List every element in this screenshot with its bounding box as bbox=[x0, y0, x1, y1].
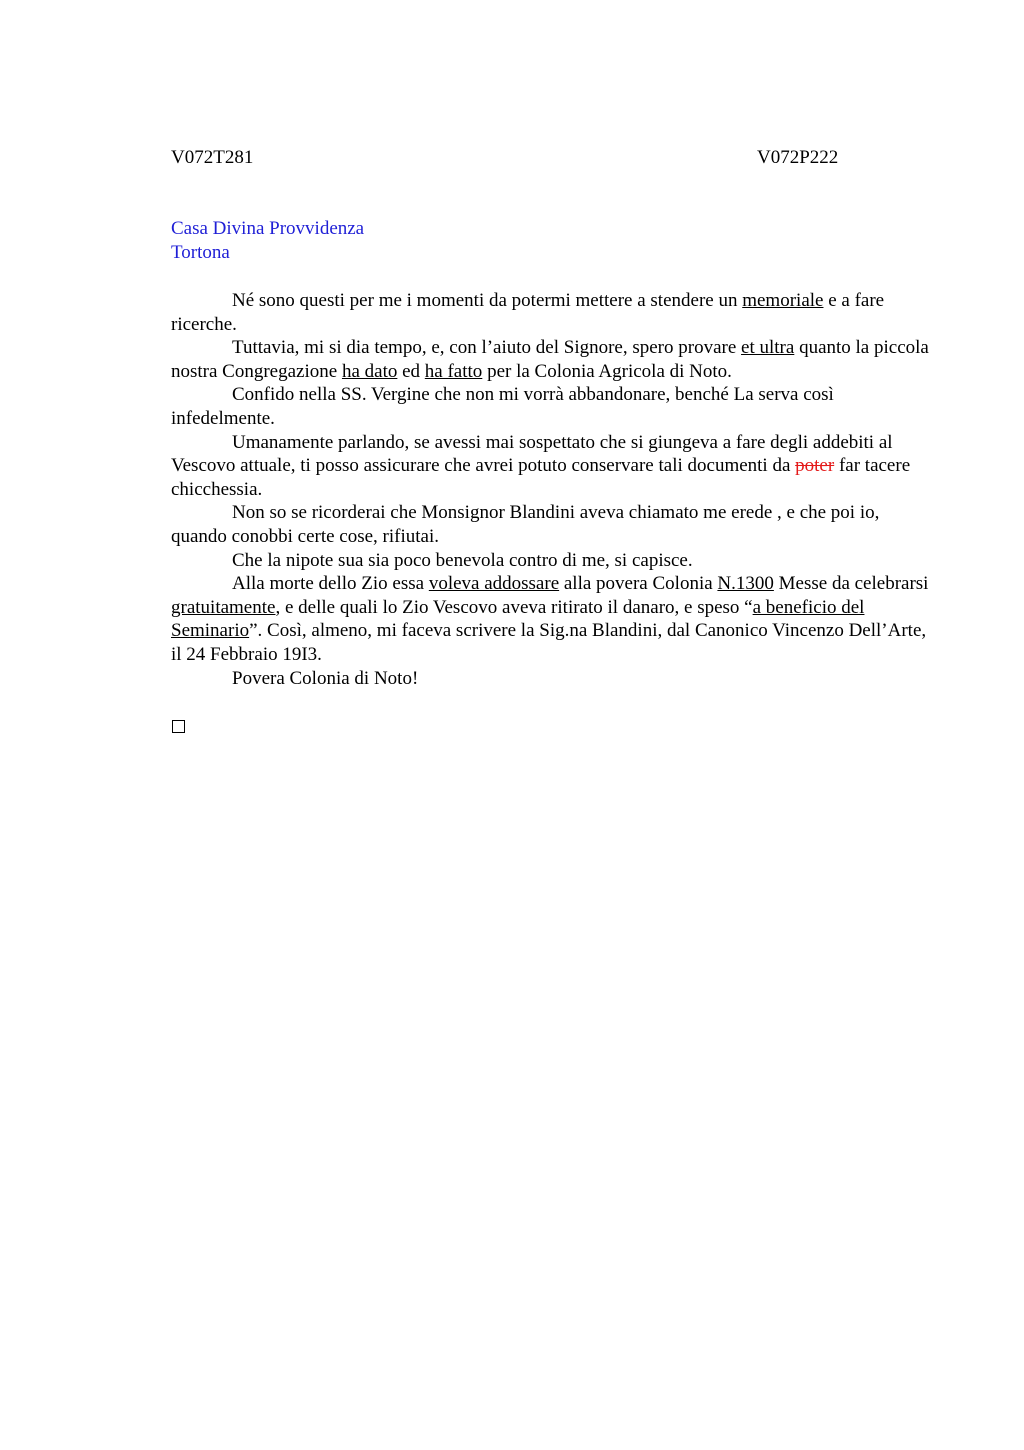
paragraph-2-underline-et-ultra: et ultra bbox=[741, 337, 795, 359]
paragraph-2-text-c: ed bbox=[397, 360, 425, 382]
checkbox-square-icon bbox=[172, 720, 185, 733]
paragraph-7-text-d: , e delle quali lo Zio Vescovo aveva ritirato il danaro, e speso “ bbox=[275, 596, 753, 618]
paragraph-6 bbox=[171, 549, 931, 573]
paragraph-7 bbox=[171, 572, 931, 666]
paragraph-7-underline-n1300: N.1300 bbox=[717, 573, 774, 595]
paragraph-1 bbox=[171, 289, 931, 336]
paragraph-4-text-b: far tacere chicchessia. bbox=[171, 455, 911, 500]
paragraph-7-underline-gratuitamente: gratuitamente bbox=[171, 596, 276, 618]
paragraph-5-text-a: Non so se ricorderai che Monsignor Blandini aveva chiamato me erede , e che poi io, quando conobbi certe cose, rifiutai. bbox=[171, 502, 880, 547]
letterhead bbox=[171, 217, 364, 265]
paragraph-2-text-b: quanto la piccola nostra Congregazione bbox=[171, 337, 929, 382]
paragraph-7-text-b: alla povera Colonia bbox=[559, 573, 718, 595]
paragraph-7-underline-voleva-addossare: voleva addossare bbox=[428, 573, 560, 595]
paragraph-8 bbox=[171, 667, 931, 691]
paragraph-4 bbox=[171, 431, 931, 502]
paragraph-2-underline-ha-fatto: ha fatto bbox=[424, 360, 483, 382]
letterhead-institution: Casa Divina Provvidenza bbox=[171, 218, 365, 239]
document-code-left: V072T281 bbox=[171, 147, 254, 168]
paragraph-3-text-a: Confido nella SS. Vergine che non mi vorrà abbandonare, benché La serva così infedelmente. bbox=[171, 384, 834, 429]
paragraph-7-text-a: Alla morte dello Zio essa bbox=[232, 573, 429, 595]
paragraph-2-text-d: per la Colonia Agricola di Noto. bbox=[482, 360, 732, 382]
paragraph-5 bbox=[171, 501, 931, 548]
paragraph-2 bbox=[171, 336, 931, 383]
paragraph-4-strikethrough-poter: poter bbox=[795, 455, 835, 477]
paragraph-1-text-b: e a fare ricerche. bbox=[171, 290, 885, 335]
document-code-right: V072P222 bbox=[757, 147, 839, 168]
paragraph-7-underline-beneficio-seminario: a beneficio del Seminario bbox=[171, 596, 865, 642]
letterhead-city: Tortona bbox=[171, 242, 230, 263]
paragraph-1-underline-memoriale: memoriale bbox=[742, 290, 824, 311]
paragraph-2-underline-ha-dato: ha dato bbox=[341, 360, 398, 382]
paragraph-4-text-a: Umanamente parlando, se avessi mai sospettato che si giungeva a fare degli addebiti al Vescovo attuale, ti posso assicurare che avrei potuto conservare tali documenti da bbox=[171, 431, 893, 477]
paragraph-7-text-c: Messe da celebrarsi bbox=[773, 573, 929, 595]
paragraph-7-text-e: ”. Così, almeno, mi faceva scrivere la Sig.na Blandini, dal Canonico Vincenzo Dell’Arte, il 24 Febbraio 19I3. bbox=[171, 620, 927, 665]
paragraph-3 bbox=[171, 383, 931, 430]
paragraph-1-text-a: Né sono questi per me i momenti da potermi mettere a stendere un bbox=[232, 290, 743, 311]
letter-body bbox=[171, 289, 931, 690]
paragraph-6-text-a: Che la nipote sua sia poco benevola contro di me, si capisce. bbox=[232, 549, 693, 571]
paragraph-8-text-a: Povera Colonia di Noto! bbox=[232, 667, 419, 689]
paragraph-2-text-a: Tuttavia, mi si dia tempo, e, con l’aiuto del Signore, spero provare bbox=[232, 337, 742, 359]
